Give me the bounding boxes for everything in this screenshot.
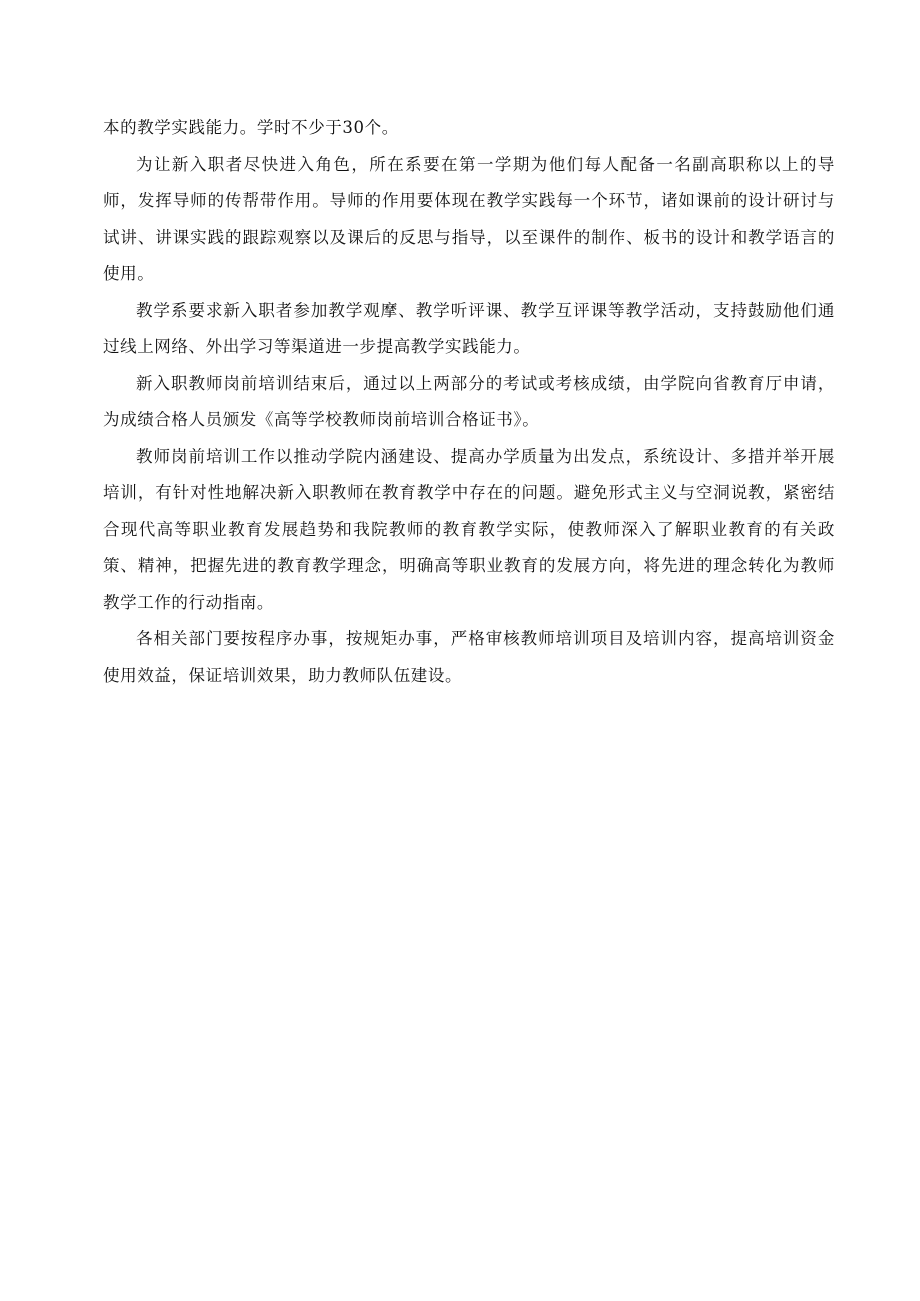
document-body bbox=[103, 110, 835, 694]
paragraph-mentor: 为让新入职者尽快进入角色，所在系要在第一学期为他们每人配备一名副高职称以上的导师，发挥导师的传帮带作用。导师的作用要体现在教学实践每一个环节，诸如课前的设计研讨与试讲、讲课实践的跟踪观察以及课后的反思与指导，以至课件的制作、板书的设计和教学语言的使用。 bbox=[103, 154, 835, 283]
paragraph-teaching-activities: 教学系要求新入职者参加教学观摩、教学听评课、教学互评课等教学活动，支持鼓励他们通过线上网络、外出学习等渠道进一步提高教学实践能力。 bbox=[103, 300, 835, 356]
paragraph-procedures: 各相关部门要按程序办事，按规矩办事，严格审核教师培训项目及培训内容，提高培训资金使用效益，保证培训效果，助力教师队伍建设。 bbox=[103, 629, 835, 685]
paragraph-continuation: 本的教学实践能力。学时不少于30个。 bbox=[103, 118, 399, 137]
paragraph-certificate: 新入职教师岗前培训结束后，通过以上两部分的考试或考核成绩，由学院向省教育厅申请，为成绩合格人员颁发《高等学校教师岗前培训合格证书》。 bbox=[103, 373, 835, 429]
paragraph-training-goals: 教师岗前培训工作以推动学院内涵建设、提高办学质量为出发点，系统设计、多措并举开展培训，有针对性地解决新入职教师在教育教学中存在的问题。避免形式主义与空洞说教，紧密结合现代高等职业教育发展趋势和我院教师的教育教学实际，使教师深入了解职业教育的有关政策、精神，把握先进的教育教学理念，明确高等职业教育的发展方向，将先进的理念转化为教师教学工作的行动指南。 bbox=[103, 446, 835, 612]
